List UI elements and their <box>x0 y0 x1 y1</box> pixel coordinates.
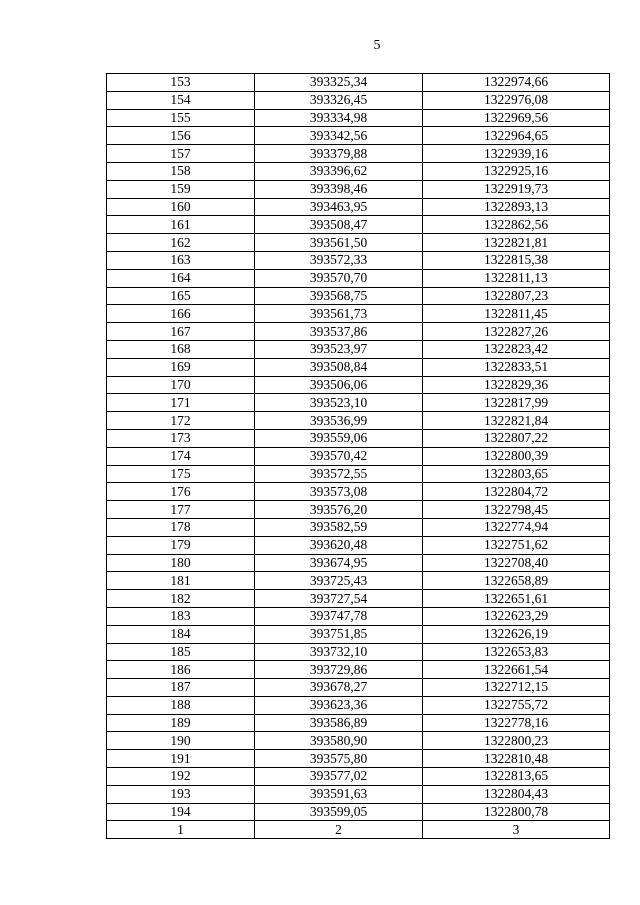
y-coordinate-cell: 1322976,08 <box>423 91 610 109</box>
x-coordinate-cell: 393508,47 <box>255 216 423 234</box>
x-coordinate-cell: 393342,56 <box>255 127 423 145</box>
table-row <box>107 732 610 750</box>
y-coordinate-cell: 1322651,61 <box>423 590 610 608</box>
x-coordinate-cell: 393398,46 <box>255 180 423 198</box>
column-number-row <box>107 821 610 839</box>
x-coordinate-cell: 393568,75 <box>255 287 423 305</box>
x-coordinate-cell: 393506,06 <box>255 376 423 394</box>
y-coordinate-cell: 1322817,99 <box>423 394 610 412</box>
table-row <box>107 803 610 821</box>
point-number-cell: 166 <box>107 305 255 323</box>
point-number-cell: 161 <box>107 216 255 234</box>
table-row <box>107 145 610 163</box>
x-coordinate-cell: 393575,80 <box>255 750 423 768</box>
table-row <box>107 412 610 430</box>
table-row <box>107 109 610 127</box>
point-number-cell: 181 <box>107 572 255 590</box>
x-coordinate-cell: 393326,45 <box>255 91 423 109</box>
table-row <box>107 180 610 198</box>
point-number-cell: 163 <box>107 251 255 269</box>
y-coordinate-cell: 1322974,66 <box>423 74 610 92</box>
y-coordinate-cell: 1322804,72 <box>423 483 610 501</box>
y-coordinate-cell: 1322751,62 <box>423 536 610 554</box>
y-coordinate-cell: 1322798,45 <box>423 501 610 519</box>
x-coordinate-cell: 393561,50 <box>255 234 423 252</box>
point-number-cell: 183 <box>107 607 255 625</box>
point-number-cell: 180 <box>107 554 255 572</box>
column-number-cell: 3 <box>423 821 610 839</box>
x-coordinate-cell: 393570,42 <box>255 447 423 465</box>
y-coordinate-cell: 1322800,39 <box>423 447 610 465</box>
x-coordinate-cell: 393536,99 <box>255 412 423 430</box>
y-coordinate-cell: 1322653,83 <box>423 643 610 661</box>
table-row <box>107 750 610 768</box>
point-number-cell: 156 <box>107 127 255 145</box>
point-number-cell: 157 <box>107 145 255 163</box>
table-row <box>107 590 610 608</box>
table-row <box>107 536 610 554</box>
x-coordinate-cell: 393572,33 <box>255 251 423 269</box>
y-coordinate-cell: 1322811,13 <box>423 269 610 287</box>
y-coordinate-cell: 1322919,73 <box>423 180 610 198</box>
x-coordinate-cell: 393561,73 <box>255 305 423 323</box>
point-number-cell: 172 <box>107 412 255 430</box>
x-coordinate-cell: 393573,08 <box>255 483 423 501</box>
table-row <box>107 483 610 501</box>
coordinates-table <box>106 73 610 839</box>
point-number-cell: 168 <box>107 340 255 358</box>
table-row <box>107 251 610 269</box>
column-number-cell: 2 <box>255 821 423 839</box>
y-coordinate-cell: 1322823,42 <box>423 340 610 358</box>
y-coordinate-cell: 1322810,48 <box>423 750 610 768</box>
point-number-cell: 155 <box>107 109 255 127</box>
x-coordinate-cell: 393523,97 <box>255 340 423 358</box>
x-coordinate-cell: 393751,85 <box>255 625 423 643</box>
coordinates-table-body <box>107 74 610 839</box>
point-number-cell: 194 <box>107 803 255 821</box>
point-number-cell: 175 <box>107 465 255 483</box>
x-coordinate-cell: 393523,10 <box>255 394 423 412</box>
y-coordinate-cell: 1322815,38 <box>423 251 610 269</box>
x-coordinate-cell: 393396,62 <box>255 162 423 180</box>
table-row <box>107 305 610 323</box>
x-coordinate-cell: 393463,95 <box>255 198 423 216</box>
y-coordinate-cell: 1322925,16 <box>423 162 610 180</box>
table-row <box>107 465 610 483</box>
table-row <box>107 714 610 732</box>
y-coordinate-cell: 1322626,19 <box>423 625 610 643</box>
x-coordinate-cell: 393727,54 <box>255 590 423 608</box>
x-coordinate-cell: 393582,59 <box>255 518 423 536</box>
y-coordinate-cell: 1322821,84 <box>423 412 610 430</box>
table-row <box>107 572 610 590</box>
table-row <box>107 91 610 109</box>
point-number-cell: 179 <box>107 536 255 554</box>
table-row <box>107 216 610 234</box>
x-coordinate-cell: 393577,02 <box>255 768 423 786</box>
point-number-cell: 154 <box>107 91 255 109</box>
table-row <box>107 376 610 394</box>
point-number-cell: 188 <box>107 696 255 714</box>
y-coordinate-cell: 1322804,43 <box>423 785 610 803</box>
table-row <box>107 340 610 358</box>
point-number-cell: 190 <box>107 732 255 750</box>
y-coordinate-cell: 1322712,15 <box>423 679 610 697</box>
y-coordinate-cell: 1322827,26 <box>423 323 610 341</box>
x-coordinate-cell: 393725,43 <box>255 572 423 590</box>
y-coordinate-cell: 1322778,16 <box>423 714 610 732</box>
x-coordinate-cell: 393620,48 <box>255 536 423 554</box>
table-row <box>107 162 610 180</box>
point-number-cell: 192 <box>107 768 255 786</box>
point-number-cell: 193 <box>107 785 255 803</box>
y-coordinate-cell: 1322658,89 <box>423 572 610 590</box>
table-row <box>107 785 610 803</box>
x-coordinate-cell: 393576,20 <box>255 501 423 519</box>
y-coordinate-cell: 1322829,36 <box>423 376 610 394</box>
table-row <box>107 643 610 661</box>
point-number-cell: 162 <box>107 234 255 252</box>
y-coordinate-cell: 1322708,40 <box>423 554 610 572</box>
y-coordinate-cell: 1322800,23 <box>423 732 610 750</box>
point-number-cell: 174 <box>107 447 255 465</box>
table-row <box>107 447 610 465</box>
y-coordinate-cell: 1322623,29 <box>423 607 610 625</box>
y-coordinate-cell: 1322821,81 <box>423 234 610 252</box>
point-number-cell: 170 <box>107 376 255 394</box>
x-coordinate-cell: 393591,63 <box>255 785 423 803</box>
table-row <box>107 518 610 536</box>
table-row <box>107 269 610 287</box>
point-number-cell: 177 <box>107 501 255 519</box>
x-coordinate-cell: 393537,86 <box>255 323 423 341</box>
y-coordinate-cell: 1322833,51 <box>423 358 610 376</box>
table-row <box>107 554 610 572</box>
y-coordinate-cell: 1322969,56 <box>423 109 610 127</box>
table-row <box>107 74 610 92</box>
point-number-cell: 158 <box>107 162 255 180</box>
y-coordinate-cell: 1322964,65 <box>423 127 610 145</box>
x-coordinate-cell: 393580,90 <box>255 732 423 750</box>
point-number-cell: 184 <box>107 625 255 643</box>
y-coordinate-cell: 1322811,45 <box>423 305 610 323</box>
y-coordinate-cell: 1322813,65 <box>423 768 610 786</box>
x-coordinate-cell: 393623,36 <box>255 696 423 714</box>
x-coordinate-cell: 393379,88 <box>255 145 423 163</box>
y-coordinate-cell: 1322893,13 <box>423 198 610 216</box>
x-coordinate-cell: 393747,78 <box>255 607 423 625</box>
point-number-cell: 160 <box>107 198 255 216</box>
y-coordinate-cell: 1322800,78 <box>423 803 610 821</box>
point-number-cell: 153 <box>107 74 255 92</box>
point-number-cell: 169 <box>107 358 255 376</box>
table-row <box>107 394 610 412</box>
point-number-cell: 189 <box>107 714 255 732</box>
table-row <box>107 625 610 643</box>
x-coordinate-cell: 393678,27 <box>255 679 423 697</box>
column-number-cell: 1 <box>107 821 255 839</box>
point-number-cell: 164 <box>107 269 255 287</box>
x-coordinate-cell: 393570,70 <box>255 269 423 287</box>
point-number-cell: 176 <box>107 483 255 501</box>
x-coordinate-cell: 393729,86 <box>255 661 423 679</box>
y-coordinate-cell: 1322803,65 <box>423 465 610 483</box>
point-number-cell: 178 <box>107 518 255 536</box>
point-number-cell: 182 <box>107 590 255 608</box>
table-row <box>107 607 610 625</box>
x-coordinate-cell: 393599,05 <box>255 803 423 821</box>
x-coordinate-cell: 393674,95 <box>255 554 423 572</box>
point-number-cell: 171 <box>107 394 255 412</box>
point-number-cell: 173 <box>107 429 255 447</box>
point-number-cell: 191 <box>107 750 255 768</box>
table-row <box>107 501 610 519</box>
table-row <box>107 287 610 305</box>
table-row <box>107 358 610 376</box>
y-coordinate-cell: 1322862,56 <box>423 216 610 234</box>
point-number-cell: 186 <box>107 661 255 679</box>
x-coordinate-cell: 393732,10 <box>255 643 423 661</box>
y-coordinate-cell: 1322939,16 <box>423 145 610 163</box>
y-coordinate-cell: 1322661,54 <box>423 661 610 679</box>
table-row <box>107 661 610 679</box>
point-number-cell: 185 <box>107 643 255 661</box>
point-number-cell: 159 <box>107 180 255 198</box>
point-number-cell: 187 <box>107 679 255 697</box>
y-coordinate-cell: 1322807,22 <box>423 429 610 447</box>
table-row <box>107 429 610 447</box>
page-number: 5 <box>373 38 381 53</box>
point-number-cell: 165 <box>107 287 255 305</box>
x-coordinate-cell: 393334,98 <box>255 109 423 127</box>
table-row <box>107 768 610 786</box>
table-row <box>107 234 610 252</box>
table-row <box>107 696 610 714</box>
x-coordinate-cell: 393586,89 <box>255 714 423 732</box>
x-coordinate-cell: 393572,55 <box>255 465 423 483</box>
x-coordinate-cell: 393559,06 <box>255 429 423 447</box>
table-row <box>107 679 610 697</box>
x-coordinate-cell: 393325,34 <box>255 74 423 92</box>
table-row <box>107 198 610 216</box>
y-coordinate-cell: 1322755,72 <box>423 696 610 714</box>
table-row <box>107 323 610 341</box>
x-coordinate-cell: 393508,84 <box>255 358 423 376</box>
point-number-cell: 167 <box>107 323 255 341</box>
y-coordinate-cell: 1322774,94 <box>423 518 610 536</box>
table-row <box>107 127 610 145</box>
y-coordinate-cell: 1322807,23 <box>423 287 610 305</box>
